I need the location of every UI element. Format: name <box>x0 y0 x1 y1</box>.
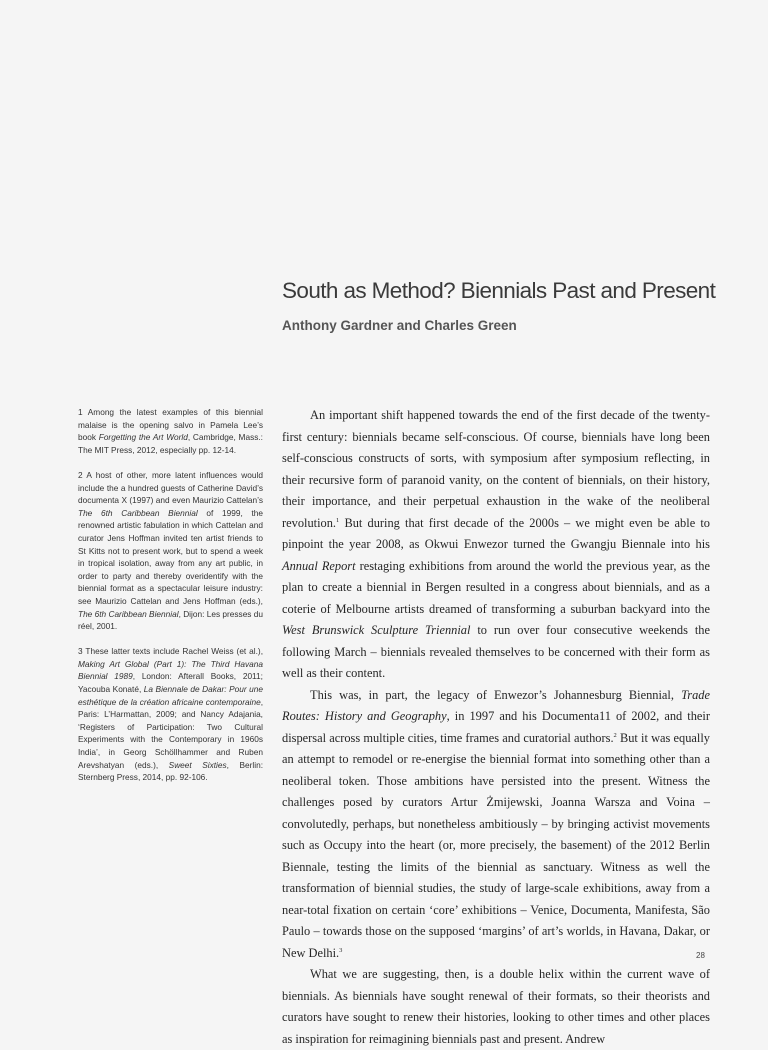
paragraph-text: , in 1997 and his Documenta11 of 2002, and their dispersal across multiple cities, time frames and curatorial authors. <box>282 709 710 745</box>
paragraph-text: But during that first decade of the 2000s – we might even be able to pinpoint the year 2008, as Okwui Enwezor turned the Gwangju Biennale into his <box>282 515 710 551</box>
paragraph-text: What we are suggesting, then, is a double helix within the current wave of biennials. As biennials have sought renewal of their formats, so their theorists and curators have sought to renew their histories, looking to other times and other places as inspiration for reimagining biennials past and present. Andrew <box>282 967 710 1046</box>
article-title: South as Method? Biennials Past and Present <box>282 278 716 303</box>
footnote-text: , Paris: L’Harmattan, 2009; and Nancy Adajania, ‘Registers of Participation: Two Cultural Experiments with the Contemporary in 1960s India’, in Georg Schöllhammer and Ruben Arevshatyan (eds.), <box>78 696 263 770</box>
italic-text: West Brunswick Sculpture Triennial <box>282 623 471 637</box>
italic-text: The 6th Caribbean Biennial <box>78 608 179 619</box>
italic-text: Annual Report <box>282 558 356 573</box>
paragraph-text: An important shift happened towards the end of the first decade of the twenty-first century: biennials became self-conscious. Of course, biennials have long been self-conscious constructs of sorts, with symposium after symposium reflecting, in their recursive form of paranoid vanity, on the content of biennials, on their history, their importance, and their perpetual exhaustion in the wake of the neoliberal revolution. <box>282 408 710 530</box>
footnote-text: , Berlin: Sternberg Press, 2014, pp. 92-106. <box>78 759 263 783</box>
paragraph <box>282 685 710 965</box>
italic-text: The 6th Caribbean Biennial <box>78 507 198 518</box>
footnotes-column <box>78 406 263 796</box>
paragraph <box>282 405 710 685</box>
italic-text: Making Art Global (Part 1): The Third Havana Biennial 1989 <box>78 658 263 682</box>
footnote-text: 3 These latter texts include Rachel Weiss (et al.), <box>78 646 263 657</box>
paragraph <box>282 964 710 1050</box>
footnote-marker: 2 <box>613 731 617 739</box>
footnote-text: of 1999, the renowned artistic fabulation in which Cattelan and curator Jens Hoffman invited ten artist friends to St Kitts not to present work, but to spend a week in tropical isolation, away from any art public, in order to party and thereby overidentify with the biennial format as a spectacular leisure industry: see Maurizio Cattelan and Jens Hoffman (eds.), <box>78 507 263 606</box>
body-text <box>282 405 710 1050</box>
italic-text: Forgetting the Art World <box>98 432 188 443</box>
paragraph-text: But it was equally an attempt to remodel or re-energise the biennial format into something other than a neoliberal token. Those ambitions have persisted into the present. Witness the challenges posed by curators Artur Żmijewski, Joanna Warsza and Voina – convolutedly, perhaps, but nonetheless ambitiously – by bringing activist movements such as Occupy into the heart (or, more precisely, the basement) of the 2012 Berlin Biennale, testing the limits of the biennial as sanctuary. Witness as well the transformation of biennial studies, the study of large-scale exhibitions, away from a near-total fixation on certain ‘core’ exhibitions – Venice, Documenta, Manifesta, São Paulo – towards those on the supposed ‘margins’ of art’s worlds, in Havana, Dakar, or New Delhi. <box>282 730 710 960</box>
footnote-text: 1 Among the latest examples of this biennial malaise is the opening salvo in Pamela Lee’s book <box>78 407 263 443</box>
paragraph-text: This was, in part, the legacy of Enwezor’s Johannesburg Biennial, <box>310 687 682 702</box>
italic-text: La Biennale de Dakar: Pour une esthétique de la création africaine contemporaine <box>78 684 263 707</box>
article-authors: Anthony Gardner and Charles Green <box>282 318 517 333</box>
footnote-text: , Cambridge, Mass.: The MIT Press, 2012, especially pp. 12-14. <box>78 432 263 455</box>
page-number: 28 <box>696 951 705 960</box>
footnote <box>78 469 263 633</box>
paragraph-text: restaging exhibitions from around the world the previous year, as the plan to create a biennial in Bergen resulted in a congress about biennials, and as a coterie of Melbourne artists dreamed of transforming a suburban backyard into the <box>282 558 710 616</box>
footnote-text: , London: Afterall Books, 2011; Yacouba Konaté, <box>78 671 263 695</box>
footnote-text: , Dijon: Les presses du réel, 2001. <box>78 608 263 632</box>
footnote-marker: 1 <box>336 516 340 524</box>
footnote-marker: 3 <box>339 946 343 954</box>
paragraph-text: to run over four consecutive weekends the following March – biennials revealed themselves to be concerned with their form as well as their content. <box>282 623 710 680</box>
italic-text: Trade Routes: History and Geography <box>282 687 710 723</box>
footnote <box>78 406 263 456</box>
footnote <box>78 645 263 784</box>
italic-text: Sweet Sixties <box>168 759 227 770</box>
footnote-text: 2 A host of other, more latent influences would include the a hundred guests of Catherine David’s documenta X (1997) and even Maurizio Cattelan’s <box>78 469 263 506</box>
